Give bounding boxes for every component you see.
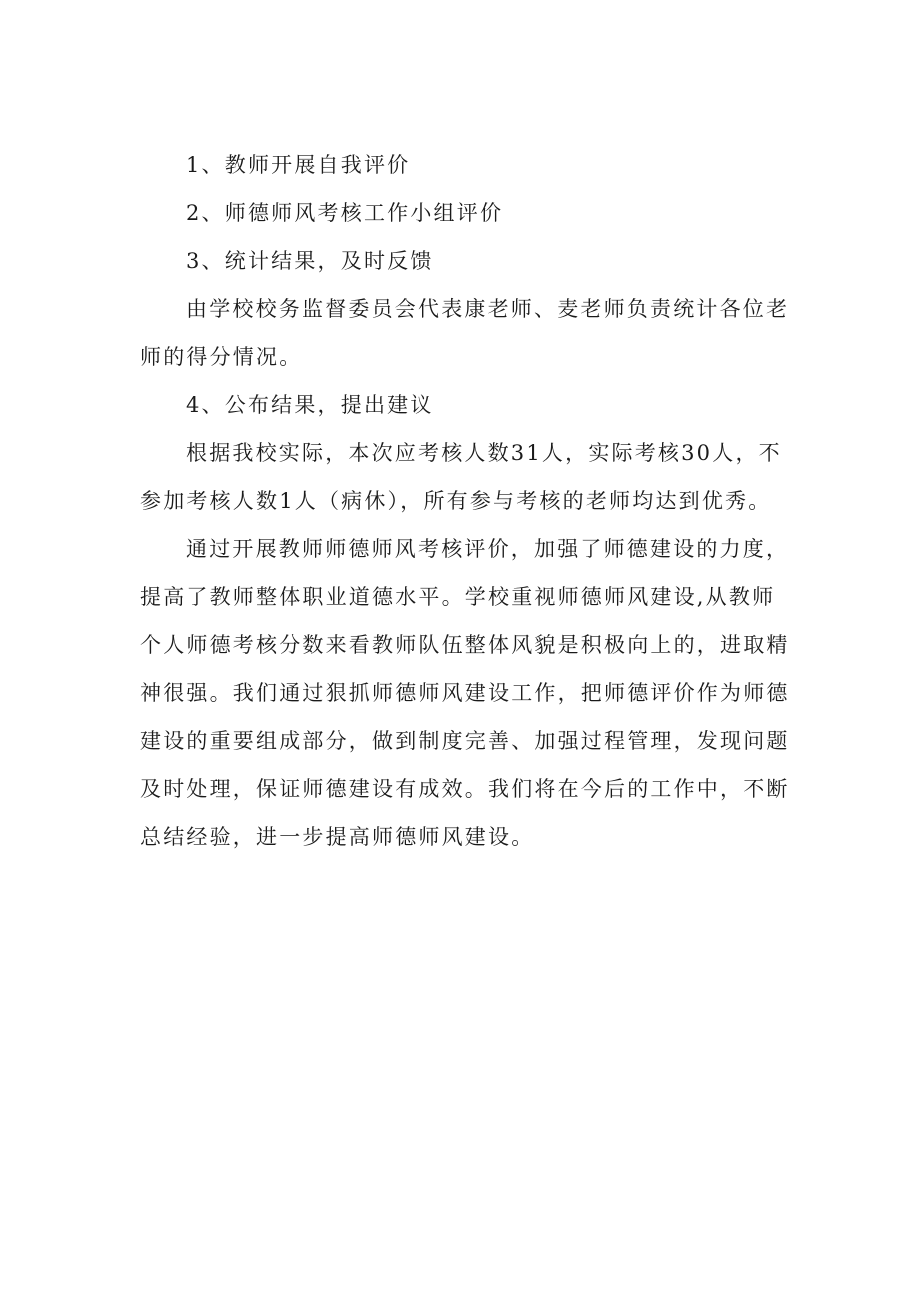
paragraph-line: 根据我校实际，本次应考核人数31人，实际考核30人，不 (186, 441, 782, 465)
list-item-publish-results: 4、公布结果，提出建议 (186, 393, 434, 417)
paragraph-line: 建设的重要组成部分，做到制度完善、加强过程管理，发现问题 (140, 729, 790, 753)
paragraph-line: 个人师德考核分数来看教师队伍整体风貌是积极向上的，进取精 (140, 633, 790, 657)
paragraph-line: 参加考核人数1人（病休），所有参与考核的老师均达到优秀。 (140, 489, 772, 513)
list-item-self-evaluation: 1、教师开展自我评价 (186, 153, 411, 177)
paragraph-line: 提高了教师整体职业道德水平。学校重视师德师风建设,从教师 (140, 585, 776, 609)
paragraph-line: 神很强。我们通过狠抓师德师风建设工作，把师德评价作为师德 (140, 681, 790, 705)
paragraph-line: 及时处理，保证师德建设有成效。我们将在今后的工作中，不断 (140, 777, 790, 801)
paragraph-line: 总结经验，进一步提高师德师风建设。 (140, 825, 535, 849)
paragraph-line: 由学校校务监督委员会代表康老师、麦老师负责统计各位老 (186, 297, 790, 321)
list-item-statistics-feedback: 3、统计结果，及时反馈 (186, 249, 434, 273)
paragraph-line: 师的得分情况。 (140, 345, 303, 369)
paragraph-line: 通过开展教师师德师风考核评价，加强了师德建设的力度， (186, 537, 790, 561)
list-item-group-evaluation: 2、师德师风考核工作小组评价 (186, 201, 504, 225)
